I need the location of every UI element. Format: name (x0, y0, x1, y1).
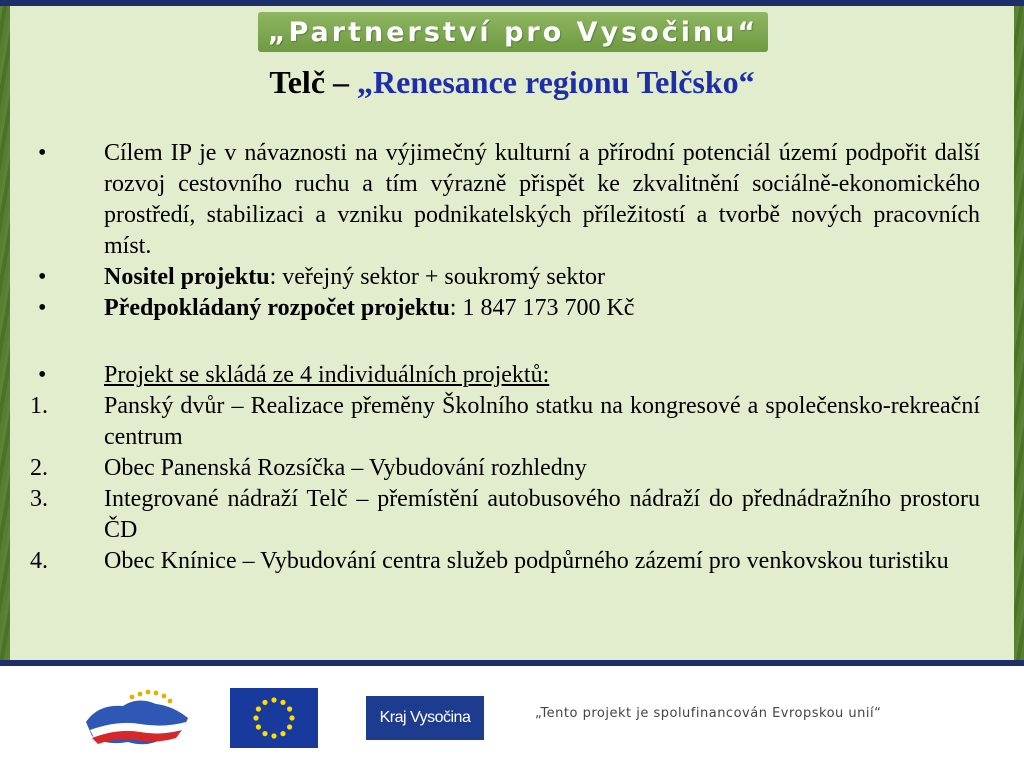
project-number: 4. (30, 548, 48, 574)
bullet-label: Předpokládaný rozpočet projektu (104, 295, 450, 321)
project-text: Panský dvůr – Realizace přeměny Školního statku na kongresové a společensko-rekreační centrum (104, 393, 980, 450)
bullet-item (30, 293, 980, 324)
bullet-text (104, 262, 980, 293)
bullet-text: Cílem IP je v návaznosti na výjimečný kulturní a přírodní potenciál území podpořit další rozvoj cestovního ruchu a tím výrazně přispět ke zkvalitnění sociálně-ekonomického prostředí, stabilizaci a vzniku podnikatelských příležitostí a tvorbě nových pracovních míst. (104, 140, 980, 259)
project-text: Obec Knínice – Vybudování centra služeb podpůrného zázemí pro venkovskou turistiku (104, 548, 949, 574)
project-number: 2. (30, 455, 48, 481)
footer (0, 666, 1024, 768)
project-text: Obec Panenská Rozsíčka – Vybudování rozhledny (104, 455, 587, 481)
project-number: 3. (30, 486, 48, 512)
bullet-value: : veřejný sektor + soukromý sektor (269, 264, 606, 290)
title-prefix: Telč – (269, 64, 358, 100)
kraj-vysocina-logo: Kraj Vysočina (366, 696, 484, 740)
eu-flag-logo (230, 688, 318, 748)
project-text: Integrované nádraží Telč – přemístění autobusového nádraží do přednádražního prostoru ČD (104, 486, 980, 543)
cofinancing-note: „Tento projekt je spolufinancován Evropskou unií“ (535, 706, 882, 721)
spacer (30, 324, 980, 360)
czech-map-logo (78, 684, 198, 754)
bullet-item (30, 262, 980, 293)
slide-body (30, 138, 980, 577)
bullet-marker: • (38, 362, 47, 388)
project-item (30, 546, 980, 577)
bullet-text (104, 293, 980, 324)
bullet-label: Nositel projektu (104, 264, 270, 290)
eu-stars-icon (230, 688, 318, 748)
bullet-marker: • (38, 295, 47, 321)
projects-heading-item (30, 360, 980, 391)
project-item (30, 453, 980, 484)
bullet-marker: • (38, 140, 47, 166)
projects-heading (104, 360, 980, 391)
project-item (30, 391, 980, 453)
bullet-item (30, 138, 980, 262)
project-item (30, 484, 980, 546)
title-highlight: „Renesance regionu Telčsko“ (357, 64, 755, 100)
program-banner: „Partnerství pro Vysočinu“ (258, 12, 768, 52)
project-number: 1. (30, 393, 48, 419)
bullet-marker: • (38, 264, 47, 290)
projects-heading-text: Projekt se skládá ze 4 individuálních projektů: (104, 362, 550, 388)
slide-title (0, 62, 1024, 102)
bullet-value: : 1 847 173 700 Kč (449, 295, 635, 321)
